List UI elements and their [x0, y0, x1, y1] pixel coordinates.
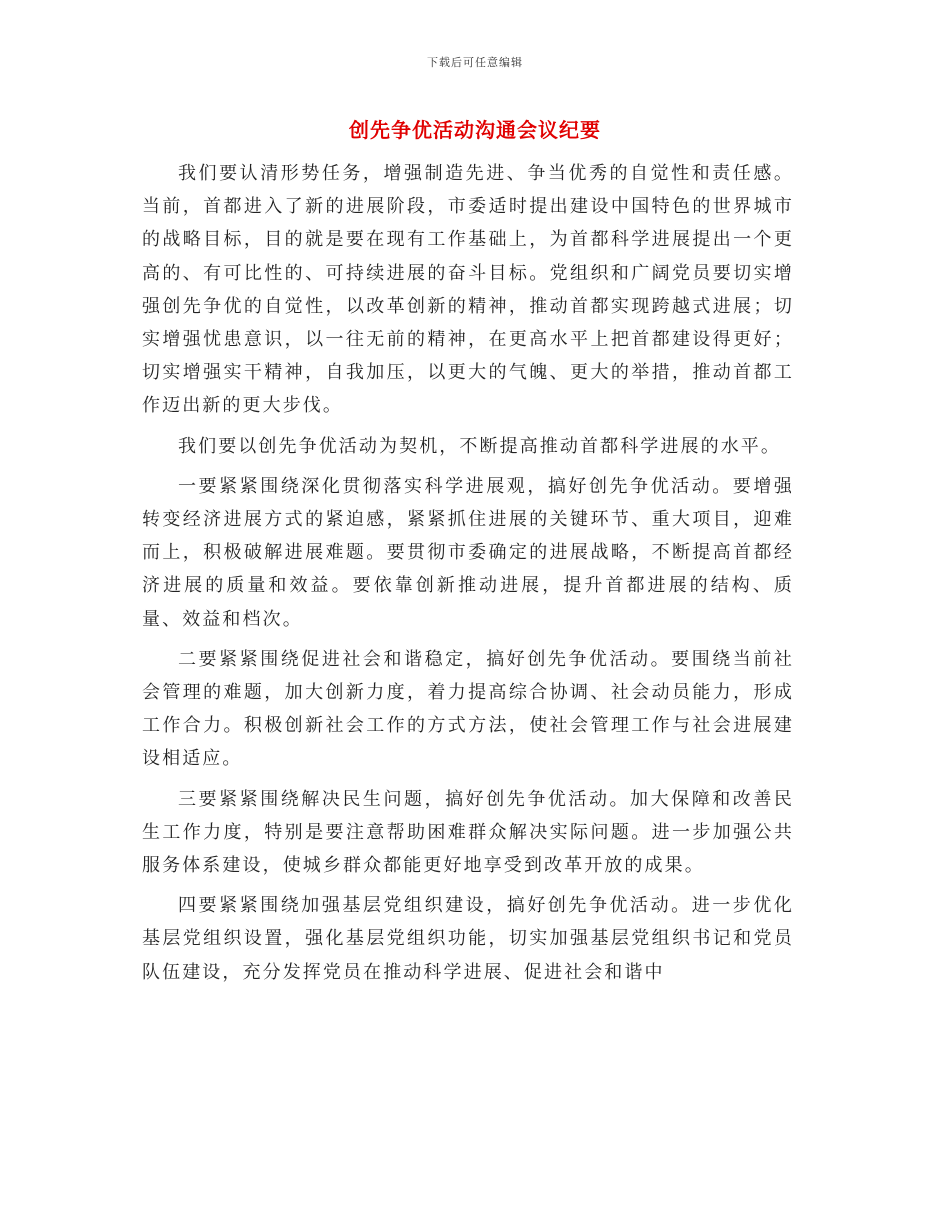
paragraph-4: 二要紧紧围绕促进社会和谐稳定，搞好创先争优活动。要围绕当前社会管理的难题，加大创新力度，着力提高综合协调、社会动员能力，形成工作合力。积极创新社会工作的方式方法，使社会管理工作与社会进展建设相适应。 — [142, 648, 794, 770]
document-body — [142, 157, 794, 996]
paragraph-2: 我们要以创先争优活动为契机，不断提高推动首都科学进展的水平。 — [178, 435, 781, 457]
header-note: 下载后可任意编辑 — [427, 56, 523, 69]
document-title: 创先争优活动沟通会议纪要 — [349, 118, 601, 142]
paragraph-5: 三要紧紧围绕解决民生问题，搞好创先争优活动。加大保障和改善民生工作力度，特别是要注意帮助困难群众解决实际问题。进一步加强公共服务体系建设，使城乡群众都能更好地享受到改革开放的成果。 — [142, 788, 794, 877]
paragraph-1: 我们要认清形势任务，增强制造先进、争当优秀的自觉性和责任感。当前，首都进入了新的进展阶段，市委适时提出建设中国特色的世界城市的战略目标，目的就是要在现有工作基础上，为首都科学进展提出一个更高的、有可比性的、可持续进展的奋斗目标。党组织和广阔党员要切实增强创先争优的自觉性，以改革创新的精神，推动首都实现跨越式进展；切实增强忧患意识，以一往无前的精神，在更高水平上把首都建设得更好；切实增强实干精神，自我加压，以更大的气魄、更大的举措，推动首都工作迈出新的更大步伐。 — [142, 163, 794, 417]
paragraph-3: 一要紧紧围绕深化贯彻落实科学进展观，搞好创先争优活动。要增强转变经济进展方式的紧迫感，紧紧抓住进展的关键环节、重大项目，迎难而上，积极破解进展难题。要贯彻市委确定的进展战略，不断提高首都经济进展的质量和效益。要依靠创新推动进展，提升首都进展的结构、质量、效益和档次。 — [142, 475, 794, 630]
paragraph-6: 四要紧紧围绕加强基层党组织建设，搞好创先争优活动。进一步优化基层党组织设置，强化基层党组织功能，切实加强基层党组织书记和党员队伍建设，充分发挥党员在推动科学进展、促进社会和谐中 — [142, 895, 794, 983]
